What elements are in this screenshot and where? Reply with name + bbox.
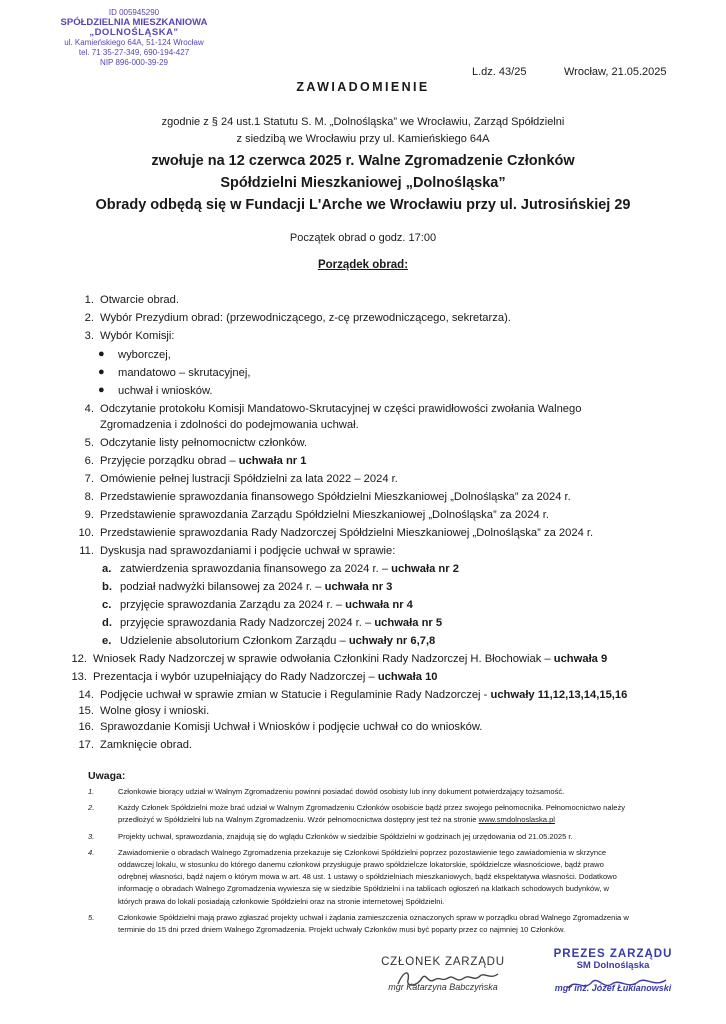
note-number: 3. <box>88 831 95 841</box>
handwritten-signature-icon <box>562 972 672 996</box>
agenda-bullet <box>98 384 213 397</box>
headline-line: Obrady odbędą się w Fundacji L'Arche we Wrocławiu przy ul. Jutrosińskiej 29 <box>95 197 631 213</box>
website-link[interactable]: www.smdolnoslaska.pl <box>478 815 555 825</box>
agenda-item <box>84 330 175 342</box>
item-text: Odczytanie protokołu Komisji Mandatowo-Skrutacyjnej w części prawidłowości zwołania Walnego <box>100 403 582 415</box>
subitem-text: zatwierdzenia sprawozdania finansowego za 2024 r. – <box>120 563 392 575</box>
headline-line: zwołuje na 12 czerwca 2025 r. Walne Zgromadzenie Członków <box>151 153 575 169</box>
agenda-item <box>71 671 438 683</box>
signature-block-president <box>528 948 698 993</box>
signatory-name: mgr inż. Józef Łukianowski <box>554 983 672 993</box>
note-item <box>88 912 678 936</box>
note-item <box>88 831 678 843</box>
item-text: Przedstawienie sprawozdania Rady Nadzorczej Spółdzielni Mieszkaniowej „Dolnośląska” za 2024 r. <box>100 527 594 539</box>
note-text: informację o obradach Walnego Zgromadzenia wywiesza się w siedzibie Spółdzielni i na tablicach ogłoszeń na klatkach schodowych budynków, w <box>118 884 610 894</box>
item-number: 4. <box>84 403 94 415</box>
bullet-text: mandatowo – skrutacyjnej, <box>118 367 251 379</box>
stamp-name-line1: SPÓŁDZIELNIA MIESZKANIOWA <box>60 17 208 28</box>
note-text-part: przedłożyć w Spółdzielni lub na Walnym Zgromadzeniu. Wzór pełnomocnictwa dostępny jest też na stronie <box>118 815 479 825</box>
notes-heading: Uwaga: <box>88 770 126 782</box>
item-number: 1. <box>84 294 94 306</box>
agenda-heading: Porządek obrad: <box>317 259 409 271</box>
signature-block-member <box>356 956 530 992</box>
notes-list <box>88 786 678 940</box>
note-item <box>88 786 678 798</box>
note-text: Projekty uchwał, sprawozdania, znajdują się do wglądu Członków w siedzibie Spółdzielni w godzinach jej urzędowania od 21.05.2025 r. <box>118 831 573 841</box>
item-text: Przedstawienie sprawozdania Zarządu Spółdzielni Mieszkaniowej „Dolnośląska” za 2024 r. <box>100 509 549 521</box>
handwritten-signature-icon <box>394 966 504 992</box>
item-text: Wolne głosy i wnioski. <box>100 705 210 717</box>
subitem-letter: b. <box>102 581 112 593</box>
item-number: 11. <box>79 545 94 557</box>
resolution-label: uchwały 11,12,13,14,15,16 <box>490 689 628 701</box>
agenda-item <box>78 721 483 733</box>
note-number: 4. <box>88 847 95 857</box>
item-text: Wybór Komisji: <box>100 330 175 342</box>
headline-line: Spółdzielni Mieszkaniowej „Dolnośląska” <box>220 175 506 191</box>
item-text: Odczytanie listy pełnomocnictw członków. <box>100 437 308 449</box>
agenda-item <box>84 473 398 485</box>
agenda-item <box>84 312 511 324</box>
agenda-subitem <box>102 635 436 647</box>
place-and-date: Wrocław, 21.05.2025 <box>564 66 667 78</box>
item-number: 17. <box>78 739 94 751</box>
item-text: Podjęcie uchwał w sprawie zmian w Statucie i Regulaminie Rady Nadzorczej - <box>100 689 491 701</box>
note-number: 1. <box>88 787 95 796</box>
signature-title: PREZES ZARZĄDU <box>553 948 673 960</box>
resolution-label: uchwały nr 6,7,8 <box>348 635 436 647</box>
agenda-subitem <box>102 617 443 629</box>
note-number: 2. <box>88 803 95 813</box>
intro-line: z siedzibą we Wrocławiu przy ul. Kamieńskiego 64A <box>236 133 490 145</box>
note-text: odrębnej własności, bądź najem o którym mowa w art. 48 ust. 1 ustawy o spółdzielniach mieszkaniowych, bądź ekspektatywa własności. Dodatkowo <box>118 872 617 882</box>
item-text: Dyskusja nad sprawozdaniami i podjęcie uchwał w sprawie: <box>100 545 396 557</box>
resolution-label: uchwała 10 <box>377 671 438 683</box>
subitem-text: Udzielenie absolutorium Członkom Zarządu – <box>120 635 349 647</box>
item-number: 7. <box>84 473 94 485</box>
subitem-text: podział nadwyżki bilansowej za 2024 r. – <box>120 581 325 593</box>
item-number: 16. <box>78 721 94 733</box>
item-text: Omówienie pełnej lustracji Spółdzielni za lata 2022 – 2024 r. <box>100 473 398 485</box>
signatory-name: mgr Katarzyna Babczyńska <box>388 982 498 992</box>
item-text: Prezentacja i wybór uzupełniający do Rady Nadzorczej – <box>93 671 378 683</box>
agenda-item <box>71 653 608 665</box>
agenda-item <box>79 545 396 557</box>
subitem-letter: d. <box>102 617 112 629</box>
agenda-item <box>84 403 582 415</box>
agenda-item <box>84 455 307 467</box>
item-text: Przedstawienie sprawozdania finansowego Spółdzielni Mieszkaniowej „Dolnośląska” za 2024 r. <box>100 491 571 503</box>
item-text: Zamknięcie obrad. <box>100 739 193 751</box>
agenda-item <box>84 491 571 503</box>
bullet-icon: ● <box>98 384 105 396</box>
stamp-nip: NIP 896-000-39-29 <box>100 58 168 67</box>
item-number: 5. <box>84 437 94 449</box>
resolution-label: uchwała nr 1 <box>238 455 307 467</box>
note-text: terminie do 15 dni przed dniem Walnego Zgromadzenia. Projekt uchwały Członków musi być poparty przez co najmniej 10 Członków. <box>118 925 566 935</box>
resolution-label: uchwała nr 5 <box>374 617 443 629</box>
stamp-phone: tel. 71 35-27-349, 690-194-427 <box>78 48 190 57</box>
note-text: Każdy Członek Spółdzielni może brać udział w Walnym Zgromadzeniu Członków osobiście bądź przez swojego pełnomocnika. Pełnomocnictwo należy <box>118 803 626 813</box>
agenda-subitem <box>102 581 393 593</box>
note-text: oddawczej lokalu, w stosunku do którego danemu członkowi przysługuje prawo spółdzielcze lokatorskie, spółdzielcze własnościowe, bądź prawo <box>118 860 604 870</box>
agenda-item <box>84 437 308 449</box>
note-item <box>88 847 678 908</box>
item-number: 14. <box>78 689 94 701</box>
item-text: Zgromadzenia i zdolności do podejmowania uchwał. <box>100 419 359 431</box>
agenda-bullet <box>98 348 171 361</box>
note-text: Członkowie Spółdzielni mają prawo zgłaszać projekty uchwał i żądania zamieszczenia oznaczonych spraw w porządku obrad Walnego Zgromadzenia w <box>118 912 629 922</box>
stamp-name-line2: „DOLNOŚLĄSKA” <box>89 27 179 38</box>
agenda-subitem <box>102 563 459 575</box>
bullet-icon: ● <box>98 348 105 360</box>
item-number: 12. <box>71 653 87 665</box>
agenda-bullet <box>98 366 251 379</box>
resolution-label: uchwała 9 <box>553 653 608 665</box>
signature-organization: SM Dolnośląska <box>576 960 650 971</box>
item-number: 2. <box>84 312 94 324</box>
item-text: Wybór Prezydium obrad: (przewodniczącego, z-cę przewodniczącego, sekretarza). <box>100 312 511 324</box>
stamp-id: ID 005945290 <box>108 8 160 17</box>
agenda-subitem <box>102 599 413 611</box>
note-item <box>88 802 678 826</box>
signature-title: CZŁONEK ZARZĄDU <box>381 956 505 968</box>
agenda-item <box>84 294 179 306</box>
item-number: 8. <box>84 491 94 503</box>
item-text: Otwarcie obrad. <box>100 294 179 306</box>
agenda-item <box>84 509 549 521</box>
resolution-label: uchwała nr 2 <box>391 563 459 575</box>
start-time: Początek obrad o godz. 17:00 <box>289 232 437 244</box>
agenda-item <box>78 689 628 701</box>
item-number: 9. <box>84 509 94 521</box>
agenda-item <box>78 527 594 539</box>
item-number: 3. <box>84 330 94 342</box>
subitem-text: przyjęcie sprawozdania Rady Nadzorczej 2024 r. – <box>120 617 375 629</box>
note-text: których prawa do lokali posiadają członkowie Spółdzielni oraz na stronie internetowej Spółdzielni. <box>118 896 445 906</box>
subitem-letter: a. <box>102 563 112 575</box>
item-number: 13. <box>71 671 87 683</box>
resolution-label: uchwała nr 3 <box>324 581 393 593</box>
note-text: Zawiadomienie o obradach Walnego Zgromadzenia przekazuje się Członkowi Spółdzielni poprzez pozostawienie tego zawiadomienia w skrzynce <box>118 847 607 857</box>
item-number: 10. <box>78 527 94 539</box>
resolution-label: uchwała nr 4 <box>345 599 413 611</box>
item-number: 15. <box>78 705 94 717</box>
agenda-item <box>78 705 210 717</box>
intro-line: zgodnie z § 24 ust.1 Statutu S. M. „Dolnośląska” we Wrocławiu, Zarząd Spółdzielni <box>161 116 565 128</box>
stamp-address: ul. Kamieńskiego 64A, 51-124 Wrocław <box>64 38 204 47</box>
note-number: 5. <box>88 912 95 922</box>
bullet-text: uchwał i wniosków. <box>118 385 213 397</box>
reference-number: L.dz. 43/25 <box>472 66 527 78</box>
bullet-icon: ● <box>98 366 105 378</box>
subitem-text: przyjęcie sprawozdania Zarządu za 2024 r. – <box>120 599 346 611</box>
bullet-text: wyborczej, <box>118 349 171 361</box>
agenda-item <box>78 739 193 751</box>
item-number: 6. <box>84 455 94 467</box>
agenda-item-continued <box>100 419 359 431</box>
note-text <box>118 814 678 826</box>
note-text: Członkowie biorący udział w Walnym Zgromadzeniu powinni posiadać dowód osobisty lub inny dokument potwierdzający tożsamość. <box>118 787 565 796</box>
item-text: Wniosek Rady Nadzorczej w sprawie odwołania Członkini Rady Nadzorczej H. Błochowiak – <box>93 653 554 665</box>
subitem-letter: c. <box>102 599 112 611</box>
subitem-letter: e. <box>102 635 112 647</box>
item-text: Przyjęcie porządku obrad – <box>100 455 239 467</box>
document-title: ZAWIADOMIENIE <box>296 80 430 94</box>
item-text: Sprawozdanie Komisji Uchwał i Wniosków i podjęcie uchwał co do wniosków. <box>100 721 483 733</box>
